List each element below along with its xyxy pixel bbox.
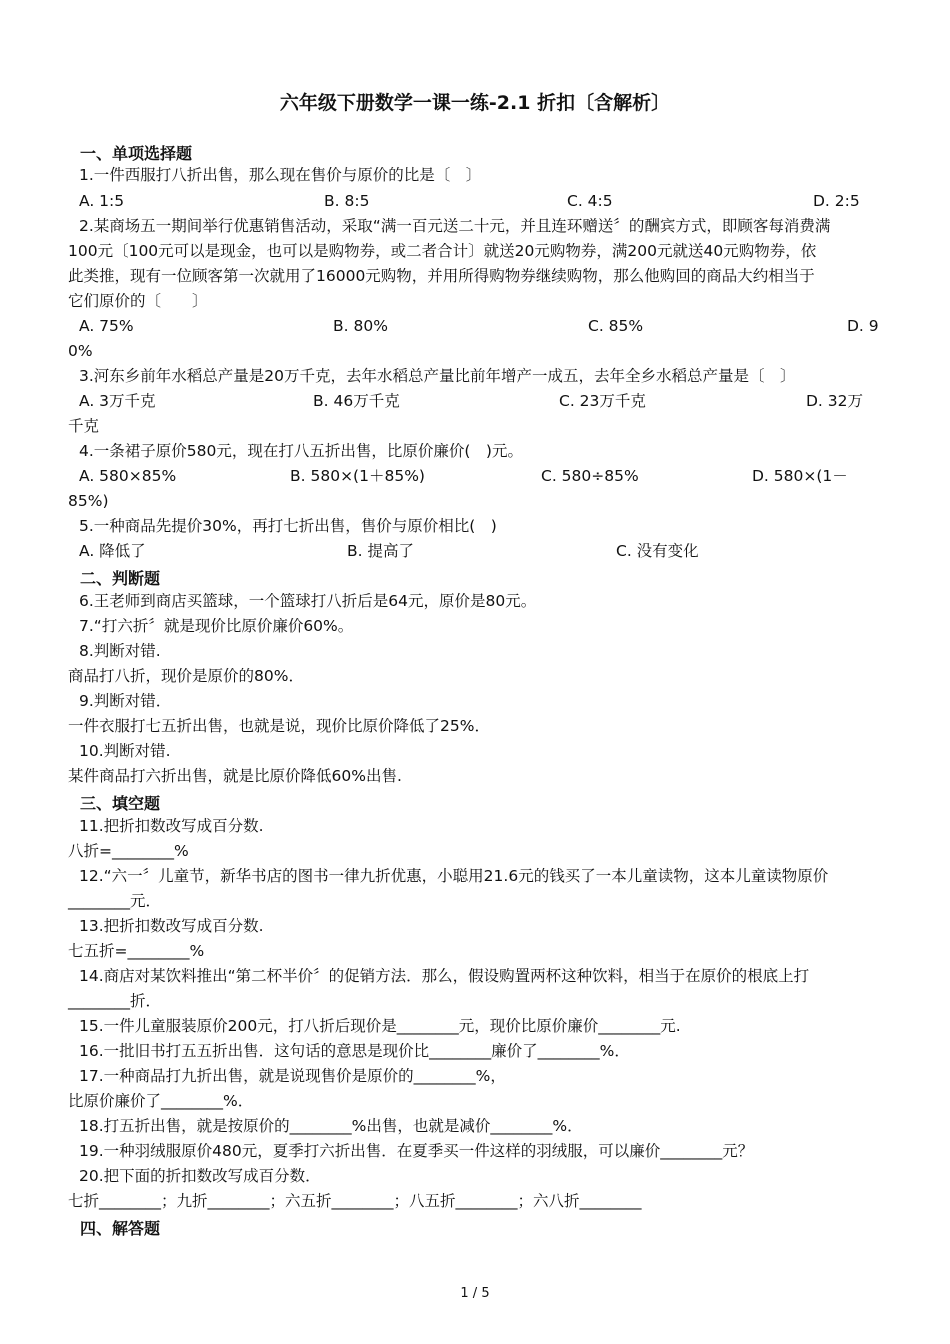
question-14-body: ________折． (68, 992, 162, 1010)
question-18: 18.打五折出售，就是按原价的________%出售，也就是减价________%． (79, 1117, 583, 1135)
question-17-body: 比原价廉价了________%． (68, 1092, 254, 1110)
question-3-option-a: A. 3万千克 (79, 392, 156, 410)
question-5-option-c: C. 没有变化 (616, 542, 699, 560)
question-4-option-b: B. 580×(1＋85%) (290, 467, 425, 485)
question-5-option-a: A. 降低了 (79, 542, 146, 560)
question-2-line-3: 此类推，现有一位顾客第一次就用了16000元购物，并用所得购物券继续购物，那么他购回的商品大约相当于 (68, 267, 815, 285)
question-12-body: ________元． (68, 892, 162, 910)
question-2-option-d: D. 9 (847, 317, 879, 335)
question-2-option-c: C. 85% (588, 317, 644, 335)
document-title: 六年级下册数学一课一练-2.1 折扣〔含解析〕 (279, 92, 671, 114)
question-3-option-d-wrap: 千克 (68, 417, 100, 435)
question-2-line-4: 它们原价的〔 〕 (68, 292, 208, 310)
question-10-stem: 10.判断对错. (79, 742, 171, 760)
question-20-body: 七折________；九折________；六五折________；八五折________；六八折________ (68, 1192, 642, 1210)
question-4-option-d-wrap: 85%) (68, 492, 109, 510)
question-9-stem: 9.判断对错． (79, 692, 172, 710)
question-2-option-d-wrap: 0% (68, 342, 93, 360)
question-6: 6.王老师到商店买篮球，一个篮球打八折后是64元，原价是80元。 (79, 592, 537, 610)
question-16: 16.一批旧书打五五折出售．这句话的意思是现价比________廉价了________%． (79, 1042, 630, 1060)
question-14-stem: 14.商店对某饮料推出“第二杯半价〞的促销方法．那么，假设购置两杯这种饮料，相当于在原价的根底上打 (79, 967, 810, 985)
question-4-option-a: A. 580×85% (79, 467, 177, 485)
question-5-option-b: B. 提高了 (347, 542, 414, 560)
question-4-option-c: C. 580÷85% (541, 467, 639, 485)
section-heading-4: 四、解答题 (80, 1219, 161, 1238)
question-11-stem: 11.把折扣数改写成百分数. (79, 817, 264, 835)
question-3-option-c: C. 23万千克 (559, 392, 646, 410)
question-1-stem: 1.一件西服打八折出售，那么现在售价与原价的比是〔 〕 (79, 166, 482, 184)
question-1-option-b: B. 8:5 (324, 192, 370, 210)
question-3-option-b: B. 46万千克 (313, 392, 400, 410)
question-11-body: 八折=________% (68, 842, 189, 860)
question-19: 19.一种羽绒服原价480元，夏季打六折出售．在夏季买一件这样的羽绒服，可以廉价________元？ (79, 1142, 754, 1160)
question-12-stem: 12.“六一〞儿童节，新华书店的图书一律九折优惠，小聪用21.6元的钱买了一本儿童读物，这本儿童读物原价 (79, 867, 829, 885)
question-8-stem: 8.判断对错. (79, 642, 161, 660)
section-heading-1: 一、单项选择题 (80, 144, 193, 163)
page-number: 1 / 5 (460, 1286, 490, 1301)
question-1-option-c: C. 4:5 (567, 192, 613, 210)
question-1-option-a: A. 1:5 (79, 192, 125, 210)
question-1-option-d: D. 2:5 (813, 192, 860, 210)
section-heading-3: 三、填空题 (80, 794, 161, 813)
question-2-line-2: 100元〔100元可以是现金，也可以是购物券，或二者合计〕就送20元购物券，满200元就送40元购物券，依 (68, 242, 817, 260)
question-2-option-b: B. 80% (333, 317, 388, 335)
question-13-body: 七五折=________% (68, 942, 205, 960)
question-3-stem: 3.河东乡前年水稻总产量是20万千克，去年水稻总产量比前年增产一成五，去年全乡水稻总产量是〔 〕 (79, 367, 796, 385)
question-9-body: 一件衣服打七五折出售，也就是说，现价比原价降低了25%． (68, 717, 490, 735)
question-13-stem: 13.把折扣数改写成百分数. (79, 917, 264, 935)
question-7: 7.“打六折〞就是现价比原价廉价60%。 (79, 617, 354, 635)
section-heading-2: 二、判断题 (80, 569, 161, 588)
question-4-stem: 4.一条裙子原价580元，现在打八五折出售，比原价廉价( )元。 (79, 442, 523, 460)
question-17-stem: 17.一种商品打九折出售，就是说现售价是原价的________%， (79, 1067, 506, 1085)
question-2-option-a: A. 75% (79, 317, 134, 335)
question-15: 15.一件儿童服装原价200元，打八折后现价是________元，现价比原价廉价________元. (79, 1017, 681, 1035)
question-3-option-d: D. 32万 (806, 392, 864, 410)
question-2-line-1: 2.某商场五一期间举行优惠销售活动，采取“满一百元送二十元，并且连环赠送〞的酬宾方式，即顾客每消费满 (79, 217, 831, 235)
question-5-stem: 5.一种商品先提价30%，再打七折出售，售价与原价相比( ) (79, 517, 497, 535)
question-20-stem: 20.把下面的折扣数改写成百分数． (79, 1167, 321, 1185)
question-8-body: 商品打八折，现价是原价的80%． (68, 667, 304, 685)
question-10-body: 某件商品打六折出售，就是比原价降低60%出售. (68, 767, 402, 785)
question-4-option-d: D. 580×(1－ (752, 467, 848, 485)
